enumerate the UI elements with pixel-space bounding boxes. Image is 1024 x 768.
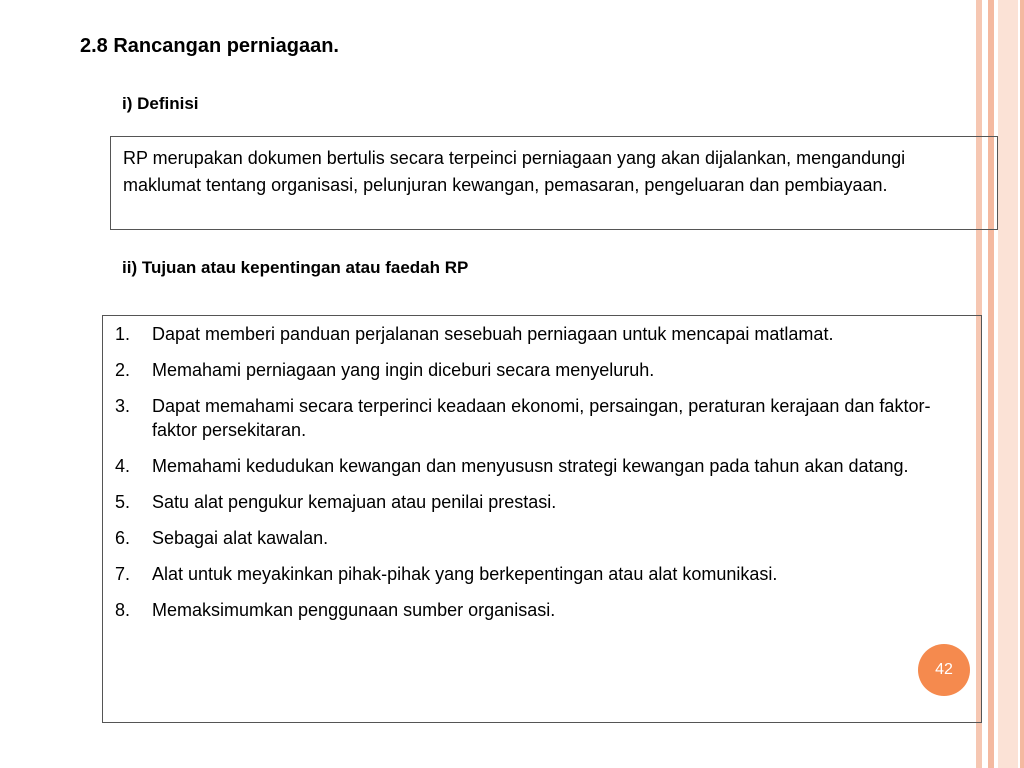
purpose-list-box (102, 315, 982, 723)
list-item-text: Dapat memahami secara terperinci keadaan ekonomi, persaingan, peraturan kerajaan dan faktor-faktor persekitaran. (152, 396, 931, 440)
definition-text: RP merupakan dokumen bertulis secara terpeinci perniagaan yang akan dijalankan, mengandungi maklumat tentang organisasi, pelunjuran kewangan, pemasaran, pengeluaran dan pembiayaan. (123, 148, 906, 195)
list-item-text: Memaksimumkan penggunaan sumber organisasi. (152, 600, 556, 620)
list-item-number: 8. (115, 600, 131, 620)
purpose-list (115, 322, 971, 622)
list-item (115, 598, 971, 622)
purpose-heading: ii) Tujuan atau kepentingan atau faedah RP (122, 258, 469, 277)
definition-heading: i) Definisi (122, 94, 199, 113)
list-item-number: 7. (115, 564, 131, 584)
list-item-text: Memahami kedudukan kewangan dan menyususn strategi kewangan pada tahun akan datang. (152, 456, 909, 476)
list-item-text: Dapat memberi panduan perjalanan sesebuah perniagaan untuk mencapai matlamat. (152, 324, 834, 344)
stripe (998, 0, 1018, 768)
list-item-number: 6. (115, 528, 131, 548)
list-item (115, 562, 971, 586)
list-item-text: Alat untuk meyakinkan pihak-pihak yang berkepentingan atau alat komunikasi. (152, 564, 778, 584)
list-item-number: 4. (115, 456, 131, 476)
list-item-text: Satu alat pengukur kemajuan atau penilai prestasi. (152, 492, 557, 512)
list-item-number: 3. (115, 396, 131, 416)
list-item-number: 2. (115, 360, 131, 380)
page-title: 2.8 Rancangan perniagaan. (80, 35, 339, 57)
list-item (115, 490, 971, 514)
list-item (115, 322, 971, 346)
list-item-number: 1. (115, 324, 131, 344)
list-item (115, 358, 971, 382)
list-item (115, 454, 971, 478)
list-item-number: 5. (115, 492, 131, 512)
page-number-badge: 42 (918, 644, 970, 696)
list-item-text: Memahami perniagaan yang ingin diceburi secara menyeluruh. (152, 360, 655, 380)
decorative-stripes (976, 0, 1024, 768)
definition-box (110, 136, 998, 230)
list-item-text: Sebagai alat kawalan. (152, 528, 329, 548)
stripe (1020, 0, 1024, 768)
list-item (115, 394, 971, 442)
stripe (988, 0, 994, 768)
list-item (115, 526, 971, 550)
